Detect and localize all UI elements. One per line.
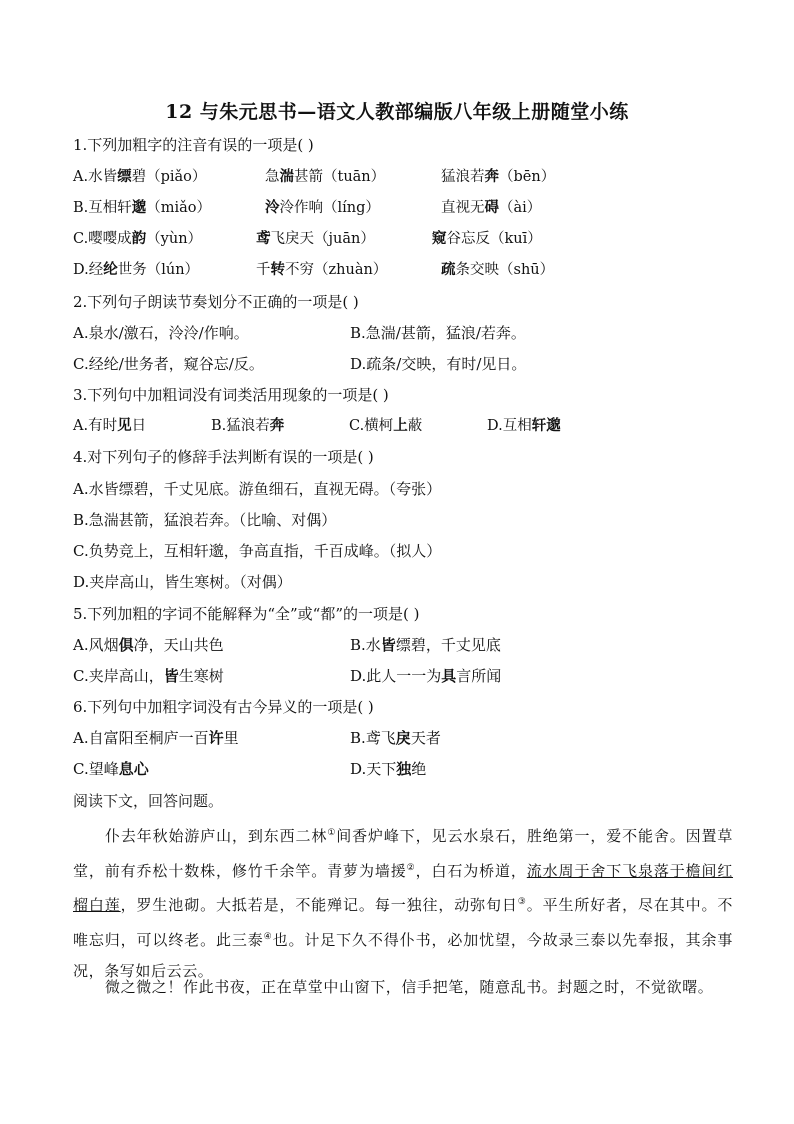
question-6-stem: 6.下列句中加粗字词没有古今异义的一项是( ) [73,698,374,716]
q1-option-a-2: 急湍甚箭（tuān） [265,168,386,185]
q1-option-a-3: 猛浪若奔（bēn） [441,168,556,185]
q1-option-b-3: 直视无碍（ài） [441,199,542,216]
q2-option-c: C.经纶/世务者，窥谷忘/反。 [73,355,264,373]
q6-option-c: C.望峰息心 [73,760,149,778]
footnote-4-marker: ④ [263,931,273,942]
q5-option-a: A.风烟俱净，天山共色 [73,636,224,654]
q3-option-b: B.猛浪若奔 [211,417,285,434]
q1-option-c-1: C.嘤嘤成韵（yùn） [73,230,203,247]
q4-option-b: B.急湍甚箭，猛浪若奔。（比喻、对偶） [73,511,337,529]
q1-option-b-1: B.互相轩邈（miǎo） [73,199,212,216]
reading-passage-paragraph-1: 仆去年秋始游庐山，到东西二林①间香炉峰下，见云水泉石，胜绝第一，爱不能舍。因置草堂，前有乔松十数株，修竹千余竿。青萝为墙援②，白石为桥道，流水周于舍下飞泉落于檐间红榴白莲，罗生池砌。大抵若是，不能殚记。每一独往，动弥旬日③。平生所好者，尽在其中。不唯忘归，可以终老。此三泰④也。计足下久不得仆书，必加忧望，今故录三泰以先奉报，其余事况，条写如后云云。 [73,827,734,980]
q5-option-d: D.此人一一为具言所闻 [350,667,502,685]
question-1-stem: 1.下列加粗字的注音有误的一项是( ) [73,136,314,154]
q2-option-d: D.疏条/交映，有时/见日。 [350,355,527,373]
q1-option-a-1: A.水皆缥碧（piǎo） [73,168,207,185]
q3-option-a: A.有时见日 [73,417,147,434]
question-5-stem: 5.下列加粗的字词不能解释为“全”或“都”的一项是( ) [73,605,420,623]
q2-option-b: B.急湍/甚箭，猛浪/若奔。 [350,324,526,342]
underlined-sentence: 流水周于舍下飞泉落于檐间红榴白莲 [73,861,734,914]
q4-option-a: A.水皆缥碧，千丈见底。游鱼细石，直视无碍。（夸张） [73,480,442,498]
q1-option-d-3: 疏条交映（shū） [441,261,555,278]
q1-option-c-2: 鸢飞戾天（juān） [256,230,375,247]
reading-instruction: 阅读下文，回答问题。 [73,792,224,810]
question-2-stem: 2.下列句子朗读节奏划分不正确的一项是( ) [73,293,359,311]
q1-option-d-2: 千转不穷（zhuàn） [256,261,388,278]
q4-option-c: C.负势竞上，互相轩邈，争高直指，千百成峰。（拟人） [73,542,442,560]
q1-option-b-2: 泠泠作响（líng） [265,199,380,216]
q1-option-d-1: D.经纶世务（lún） [73,261,200,278]
document-title: 12 与朱元思书—语文人教部编版八年级上册随堂小练 [165,101,629,123]
q6-option-a: A.自富阳至桐庐一百许里 [73,729,239,747]
question-4-stem: 4.对下列句子的修辞手法判断有误的一项是( ) [73,448,374,466]
reading-passage-paragraph-2: 微之微之！作此书夜，正在草堂中山窗下，信手把笔，随意乱书。封题之时，不觉欲曙。 [105,978,714,996]
q5-option-b: B.水皆缥碧，千丈见底 [350,636,501,654]
q3-option-d: D.互相轩邈 [487,417,561,434]
q6-option-b: B.鸢飞戾天者 [350,729,441,747]
footnote-3-marker: ③ [517,897,527,907]
q6-option-d: D.天下独绝 [350,760,427,778]
q4-option-d: D.夹岸高山，皆生寒树。（对偶） [73,573,292,591]
q3-option-c: C.横柯上蔽 [349,417,423,434]
q5-option-c: C.夹岸高山，皆生寒树 [73,667,224,685]
question-3-stem: 3.下列句中加粗词没有词类活用现象的一项是( ) [73,386,389,404]
footnote-2-marker: ② [406,862,416,873]
q2-option-a: A.泉水/激石，泠泠/作响。 [73,324,249,342]
footnote-1-marker: ① [327,828,337,838]
q1-option-c-3: 窥谷忘反（kuī） [432,230,542,247]
